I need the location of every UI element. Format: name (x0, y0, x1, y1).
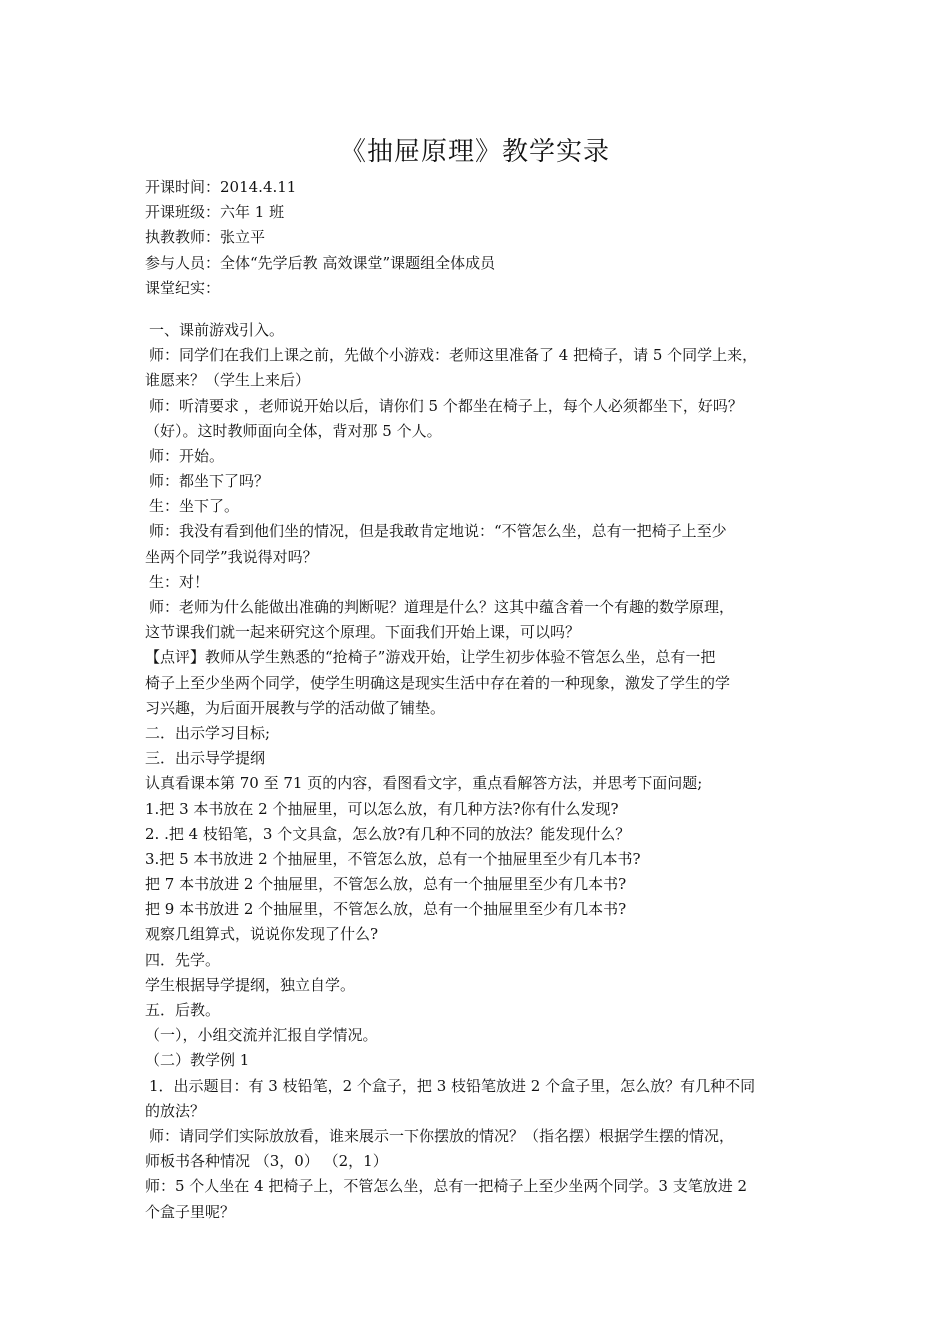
section-heading: 四．先学。 (145, 950, 221, 969)
section-heading: 三．出示导学提纲 (145, 749, 266, 768)
comment-line: 习兴趣，为后面开展教与学的活动做了铺垫。 (145, 698, 446, 717)
paragraph-line: 师：我没有看到他们坐的情况，但是我敢肯定地说：“不管怎么坐，总有一把椅子上至少 (149, 522, 727, 541)
question-line: 把 7 本书放进 2 个抽屉里，不管怎么放，总有一个抽屉里至少有几本书? (145, 875, 627, 894)
info-line: 执教教师：张立平 (145, 228, 266, 247)
paragraph-line: 个盒子里呢？ (145, 1202, 236, 1221)
info-line: 开课班级：六年 1 班 (145, 203, 285, 222)
comment-line: 【点评】教师从学生熟悉的“抢椅子”游戏开始，让学生初步体验不管怎么坐，总有一把 (145, 648, 716, 667)
section-heading: 五．后教。 (145, 1001, 221, 1019)
paragraph-line: 师：都坐下了吗？ (149, 472, 270, 491)
paragraph-line: 生：坐下了。 (149, 497, 240, 516)
paragraph-line: 观察几组算式，说说你发现了什么? (145, 925, 379, 944)
paragraph-line: 1．出示题目：有 3 枝铅笔，2 个盒子，把 3 枝铅笔放进 2 个盒子里，怎么放？有几种不同 (149, 1076, 756, 1095)
section-heading: 二．出示学习目标; (145, 723, 271, 742)
info-line: 参与人员：全体“先学后教 高效课堂”课题组全体成员 (145, 253, 496, 272)
question-line: 1.把 3 本书放在 2 个抽屉里，可以怎么放，有几种方法?你有什么发现? (145, 799, 619, 818)
question-line: 2. .把 4 枝铅笔，3 个文具盒，怎么放?有几种不同的放法？能发现什么？ (145, 824, 631, 843)
paragraph-line: 师：听清要求 ，老师说开始以后，请你们 5 个都坐在椅子上，每个人必须都坐下，好吗？ (149, 396, 743, 415)
paragraph-line: 师板书各种情况 （3，0） （2，1） (145, 1152, 388, 1171)
paragraph-line: 的放法？ (145, 1101, 206, 1120)
question-line: 3.把 5 本书放进 2 个抽屉里，不管怎么放，总有一个抽屉里至少有几本书? (145, 849, 641, 868)
paragraph-line: 学生根据导学提纲，独立自学。 (145, 975, 356, 994)
paragraph-line: （好）。这时教师面向全体，背对那 5 个人。 (145, 421, 442, 440)
comment-line: 椅子上至少坐两个同学，使学生明确这是现实生活中存在着的一种现象，激发了学生的学 (145, 673, 731, 692)
paragraph-line: （一），小组交流并汇报自学情况。 (145, 1026, 378, 1045)
document-body (145, 175, 825, 1225)
paragraph-line: 谁愿来？（学生上来后） (145, 371, 311, 390)
paragraph-line: 师：5 个人坐在 4 把椅子上，不管怎么坐，总有一把椅子上至少坐两个同学。3 支笔放进 2 (145, 1177, 748, 1196)
paragraph-line: 师：同学们在我们上课之前，先做个小游戏：老师这里准备了 4 把椅子，请 5 个同学上来， (149, 346, 758, 365)
paragraph-line: 认真看课本第 70 至 71 页的内容，看图看文字，重点看解答方法，并思考下面问题; (145, 774, 703, 793)
spacer (145, 301, 825, 318)
info-line: 课堂纪实： (145, 278, 221, 297)
paragraph-line: 这节课我们就一起来研究这个原理。下面我们开始上课，可以吗？ (145, 623, 581, 642)
paragraph-line: 师：请同学们实际放放看，谁来展示一下你摆放的情况？（指名摆）根据学生摆的情况， (149, 1126, 735, 1145)
section-heading: 一、课前游戏引入。 (149, 320, 285, 339)
info-line: 开课时间：2014.4.11 (145, 178, 297, 196)
paragraph-line: 生：对！ (149, 572, 210, 591)
paragraph-line: 师：老师为什么能做出准确的判断呢？道理是什么？这其中蕴含着一个有趣的数学原理， (149, 598, 735, 616)
paragraph-line: 坐两个同学”我说得对吗？ (145, 547, 318, 566)
question-line: 把 9 本书放进 2 个抽屉里，不管怎么放，总有一个抽屉里至少有几本书? (145, 900, 627, 919)
paragraph-line: 师：开始。 (149, 446, 225, 465)
paragraph-line: （二）教学例 1 (145, 1051, 250, 1070)
document-title: 《抽屉原理》教学实录 (339, 137, 610, 167)
